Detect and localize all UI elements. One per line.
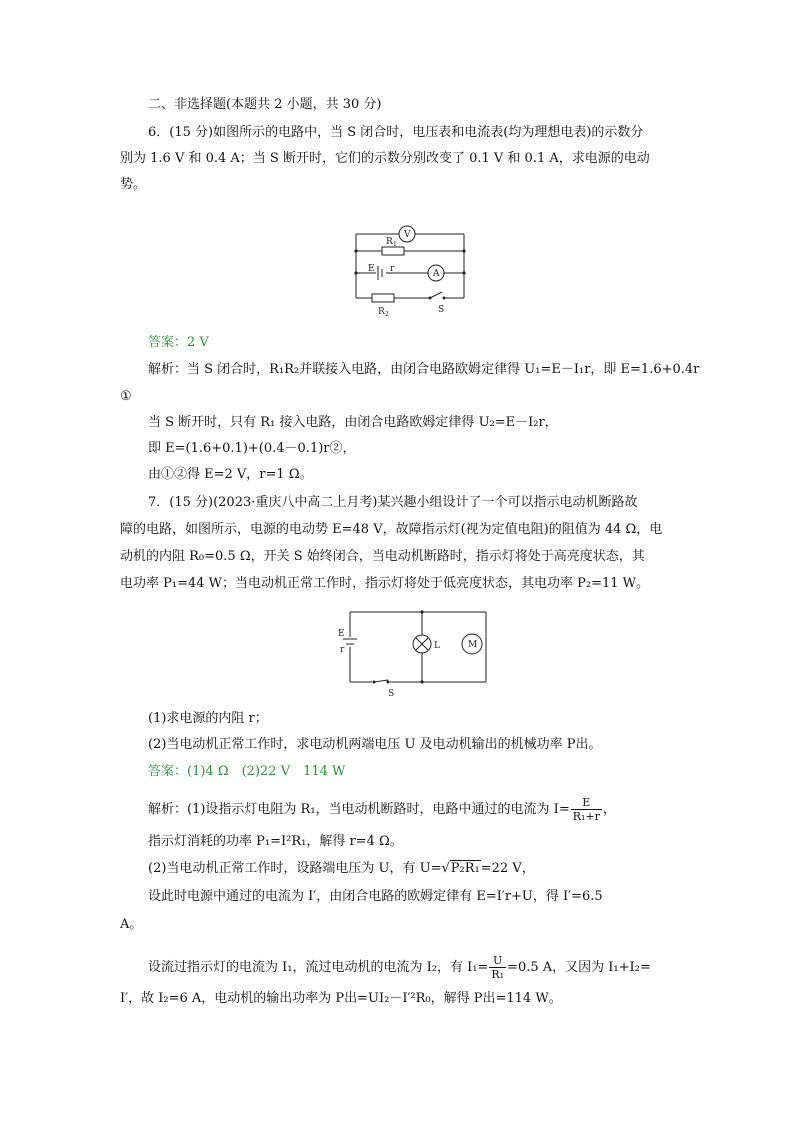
- q7-circuit-diagram: [336, 604, 496, 700]
- svg-text:1: 1: [393, 241, 397, 248]
- q7-solution-line5: 设流过指示灯的电流为 I₁，流过电动机的电流为 I₂，有 I₁= $\frac{U}{\text{R₁}}$ =0.5 A，又因为 I₁+I₂=: [148, 954, 651, 981]
- q6-solution-line1: 解析：当 S 闭合时，R₁R₂并联接入电路，由闭合电路欧姆定律得 U₁=E－I₁r，即 E=1.6+0.4r: [148, 362, 700, 377]
- answer-label: 答案：: [148, 764, 188, 779]
- q7-solution-line4: 设此时电源中通过的电流为 I′，由闭合电路的欧姆定律有 E=I′r+U，得 I′=6.5: [148, 889, 603, 904]
- q7-solution-line6: I′，故 I₂=6 A，电动机的输出功率为 P出=UI₂－I′²R₀，解得 P出=114 W。: [120, 991, 562, 1006]
- q7-text-line1: 7．(15 分)(2023·重庆八中高二上月考)某兴趣小组设计了一个可以指示电动机断路故: [148, 495, 638, 510]
- q6-circuit-diagram: [350, 220, 470, 320]
- q7-solution-line3: (2)当电动机正常工作时，设路端电压为 U，有 U=√P₂R₁=22 V，: [148, 861, 535, 876]
- q7-solution-line4b: A。: [120, 917, 143, 932]
- q7-answer: [148, 763, 345, 781]
- svg-text:V: V: [404, 230, 411, 240]
- svg-text:r: r: [390, 264, 395, 274]
- svg-text:A: A: [433, 269, 440, 279]
- resistor-r1-symbol: [382, 247, 404, 255]
- q7-solution-line1: 解析：(1)设指示灯电阻为 R₁，当电动机断路时，电路中通过的电流为 I= $\frac{E}{\text{R₁+r}}$ ，: [148, 796, 616, 823]
- q6-text-line2: 别为 1.6 V 和 0.4 A；当 S 断开时，它们的示数分别改变了 0.1 V 和 0.1 A，求电源的电动: [120, 151, 650, 166]
- answer-label: 答案：: [148, 335, 188, 350]
- square-root-icon: √: [441, 861, 450, 876]
- q7-text-line4: 电功率 P₁=44 W；当电动机正常工作时，指示灯将处于低亮度状态，其电功率 P₂=11 W。: [120, 576, 650, 591]
- q6-solution-line3: 即 E=(1.6+0.1)+(0.4－0.1)r②，: [148, 441, 356, 456]
- answer-value: (1)4 Ω (2)22 V 114 W: [187, 764, 346, 779]
- svg-text:R: R: [386, 237, 393, 247]
- svg-text:L: L: [434, 641, 440, 651]
- q6-solution-line4: 由①②得 E=2 V，r=1 Ω。: [148, 467, 313, 482]
- fraction: $\frac{U}{\text{R₁}}$: [491, 954, 505, 981]
- svg-text:2: 2: [385, 311, 389, 318]
- q7-solution-line2: 指示灯消耗的功率 P₁=I²R₁，解得 r=4 Ω。: [148, 834, 403, 849]
- section-heading: 二、非选择题(本题共 2 小题，共 30 分): [148, 97, 382, 112]
- q6-text-line3: 势。: [120, 177, 147, 192]
- svg-text:S: S: [388, 689, 395, 699]
- svg-text:E: E: [338, 629, 345, 639]
- svg-text:M: M: [468, 640, 478, 650]
- svg-text:r: r: [340, 645, 345, 655]
- q6-solution-line2: 当 S 断开时，只有 R₁ 接入电路，由闭合电路欧姆定律得 U₂=E－I₂r，: [148, 415, 558, 430]
- resistor-r2-symbol: [372, 294, 394, 302]
- q7-subquestion-2: (2)当电动机正常工作时，求电动机两端电压 U 及电动机输出的机械功率 P出。: [148, 737, 602, 752]
- svg-text:S: S: [438, 305, 445, 315]
- q6-answer: [148, 334, 209, 352]
- fraction: $\frac{E}{\text{R₁+r}}$: [572, 796, 600, 823]
- q7-text-line2: 障的电路，如图所示，电源的电动势 E=48 V，故障指示灯(视为定值电阻)的阻值为 44 Ω，电: [120, 522, 663, 537]
- svg-text:R: R: [378, 307, 385, 317]
- q6-solution-line1b: ①: [120, 389, 132, 404]
- q6-text-line1: 6．(15 分)如图所示的电路中，当 S 闭合时，电压表和电流表(均为理想电表)的示数分: [148, 125, 644, 140]
- svg-text:E: E: [368, 264, 375, 274]
- q7-text-line3: 动机的内阻 R₀=0.5 Ω，开关 S 始终闭合，当电动机断路时，指示灯将处于高亮度状态，其: [120, 549, 645, 564]
- q7-subquestion-1: (1)求电源的内阻 r；: [148, 711, 268, 726]
- answer-value: 2 V: [187, 335, 209, 350]
